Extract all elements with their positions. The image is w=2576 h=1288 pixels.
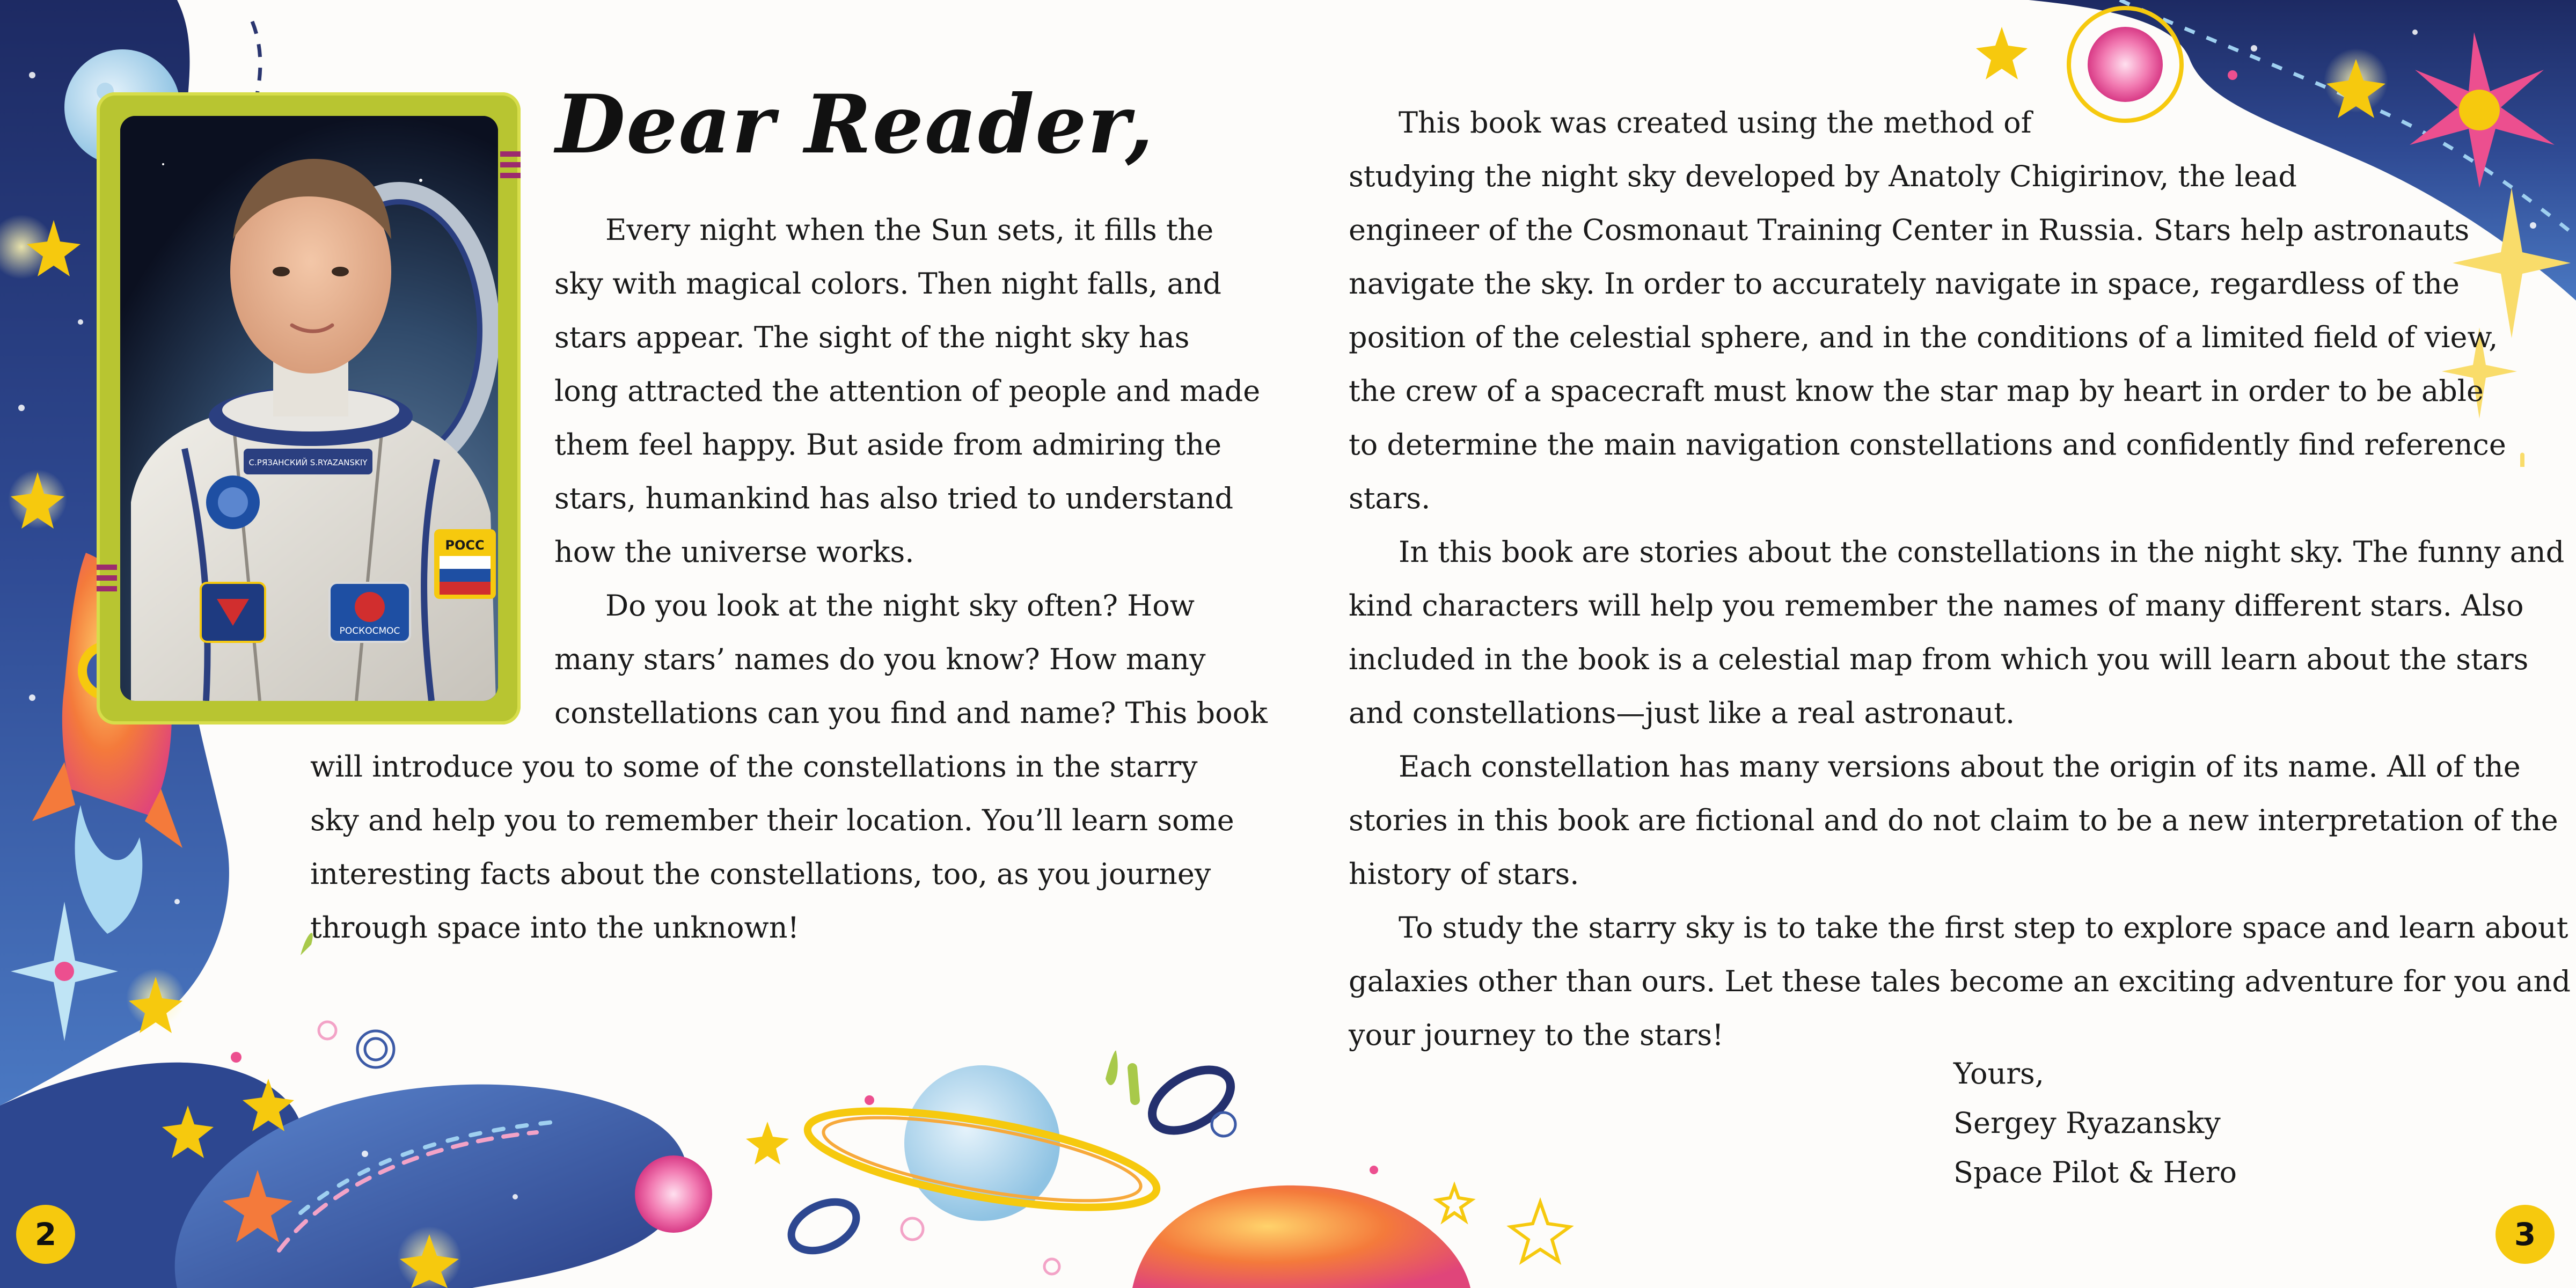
right-paragraph-line: your journey to the stars! (1349, 1018, 1724, 1052)
left-paragraph-line: sky with magical colors. Then night falls, and (554, 267, 1222, 301)
right-paragraph-line: galaxies other than ours. Let these tales become an exciting adventure for you and (1349, 964, 2571, 998)
page-number-left: 2 (16, 1205, 75, 1264)
ringed-planet-icon (801, 1065, 1163, 1227)
author-photo-frame (97, 92, 521, 724)
left-paragraph-line: constellations can you find and name? This book (554, 696, 1268, 730)
right-paragraph-line: the crew of a spacecraft must know the star map by heart in order to be able (1349, 374, 2484, 408)
right-paragraph-line: stars. (1349, 481, 1431, 515)
right-paragraph-line: stories in this book are fictional and do not claim to be a new interpretation of the (1349, 803, 2558, 837)
left-paragraph-line: Do you look at the night sky often? How (605, 589, 1195, 623)
right-paragraph-line: Each constellation has many versions about the origin of its name. All of the (1399, 750, 2521, 784)
right-paragraph-line: navigate the sky. In order to accurately navigate in space, regardless of the (1349, 267, 2460, 301)
left-paragraph-line: stars, humankind has also tried to understand (554, 481, 1234, 515)
signature-block (1953, 1049, 2237, 1197)
left-paragraph-line: many stars’ names do you know? How many (554, 642, 1206, 676)
left-paragraph-line: Every night when the Sun sets, it fills the (605, 213, 1214, 247)
page-number-right: 3 (2496, 1205, 2555, 1264)
planet-icon (2069, 8, 2182, 121)
right-paragraph-line: history of stars. (1349, 857, 1579, 891)
left-paragraph-line: how the universe works. (554, 535, 914, 569)
signature-closing: Yours, (1953, 1057, 2044, 1091)
signature-name: Sergey Ryazansky (1953, 1106, 2221, 1140)
name-tag-text: С.РЯЗАНСКИЙ S.RYAZANSKIY (248, 458, 368, 467)
right-paragraph-line: and constellations—just like a real astronaut. (1349, 696, 2015, 730)
left-paragraph-line: sky and help you to remember their location. You’ll learn some (310, 803, 1234, 837)
right-paragraph-line: kind characters will help you remember the names of many different stars. Also (1349, 589, 2524, 623)
left-paragraph-line: will introduce you to some of the constellations in the starry (310, 750, 1198, 784)
right-paragraph-line: engineer of the Cosmonaut Training Center in Russia. Stars help astronauts (1349, 213, 2470, 247)
roscosmos-patch-text: РОСКОСМОС (339, 626, 400, 636)
page-title: Dear Reader, (555, 77, 1154, 172)
astronaut-photo (120, 116, 498, 701)
left-paragraph-line: through space into the unknown! (310, 911, 800, 945)
left-paragraph-line: them feel happy. But aside from admiring the (554, 428, 1222, 462)
right-paragraph-line: To study the starry sky is to take the first step to explore space and learn about (1399, 911, 2568, 945)
right-paragraph-line: position of the celestial sphere, and in the conditions of a limited field of view, (1349, 320, 2498, 354)
left-paragraph-line: long attracted the attention of people and made (554, 374, 1261, 408)
left-paragraph-line: interesting facts about the constellations, too, as you journey (310, 857, 1211, 891)
right-paragraph-line: In this book are stories about the constellations in the night sky. The funny and (1399, 535, 2565, 569)
left-paragraph-line: stars appear. The sight of the night sky has (554, 320, 1190, 354)
signature-role: Space Pilot & Hero (1953, 1155, 2237, 1189)
right-paragraph-line: to determine the main navigation constellations and confidently find reference (1349, 428, 2506, 462)
right-paragraph-line: included in the book is a celestial map from which you will learn about the stars (1349, 642, 2529, 676)
right-paragraph-line: This book was created using the method of (1399, 106, 2032, 140)
flag-patch-text: РОСС (445, 538, 485, 553)
right-paragraph-line: studying the night sky developed by Anatoly Chigirinov, the lead (1349, 159, 2297, 193)
